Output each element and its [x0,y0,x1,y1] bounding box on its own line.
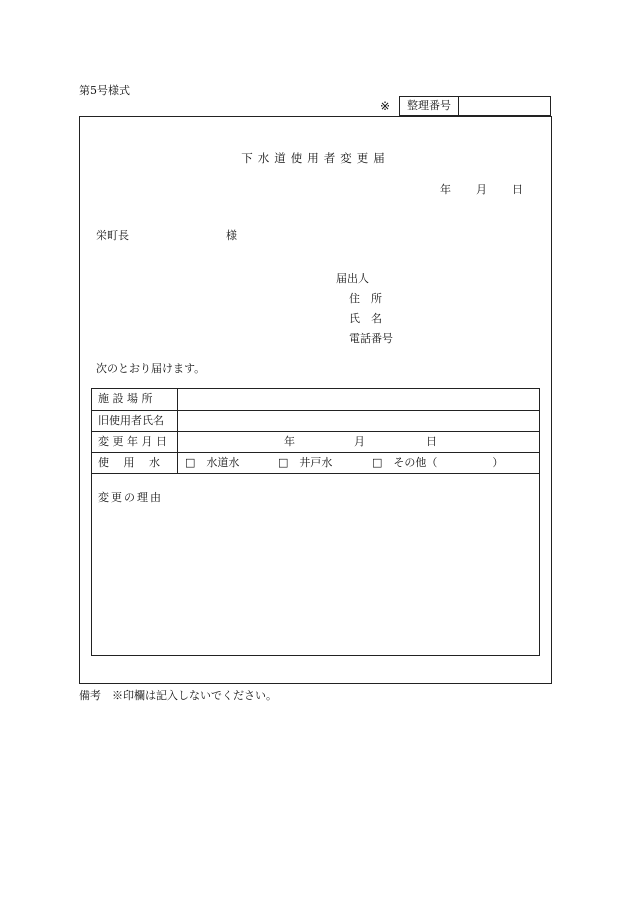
form-number: 第5号様式 [79,84,130,97]
water-label: 使 用 水 [92,453,178,473]
water-option-other[interactable]: □ その他（ ） [372,456,504,469]
water-option-well[interactable]: □ 井戸水 [278,456,333,469]
water-row [92,453,539,474]
date-year-label: 年 [440,183,451,196]
remark-note: 備考 ※印欄は記入しないでください。 [79,689,277,702]
change-reason-label: 変更の理由 [98,491,163,504]
applicant-address-label: 住 所 [349,292,382,305]
reference-number-box [399,96,551,116]
reference-number-field[interactable] [460,97,550,115]
applicant-heading: 届出人 [336,272,369,285]
change-reason-field[interactable] [92,507,539,655]
addressee-name: 栄町長 [96,229,129,242]
facility-field[interactable] [179,389,539,410]
former-user-field[interactable] [179,411,539,431]
form-title: 下水道使用者変更届 [241,151,390,165]
reference-number-label: 整理番号 [400,97,459,115]
details-table [91,388,540,656]
water-option-tap[interactable]: □ 水道水 [185,456,240,469]
reference-mark: ※ [380,99,391,113]
former-user-row [92,411,539,432]
facility-label: 施 設 場 所 [92,389,178,410]
former-user-label: 旧使用者氏名 [92,411,178,431]
applicant-phone-label: 電話番号 [349,332,393,345]
change-date-year: 年 [284,435,295,448]
applicant-name-label: 氏 名 [349,312,382,325]
change-date-row [92,432,539,453]
addressee-honorific: 様 [226,229,237,242]
change-date-label: 変 更 年 月 日 [92,432,178,452]
date-day-label: 日 [512,183,523,196]
facility-row [92,389,539,411]
date-month-label: 月 [476,183,487,196]
notice-text: 次のとおり届けます。 [96,362,206,375]
change-date-month: 月 [354,435,365,448]
change-date-day: 日 [426,435,437,448]
